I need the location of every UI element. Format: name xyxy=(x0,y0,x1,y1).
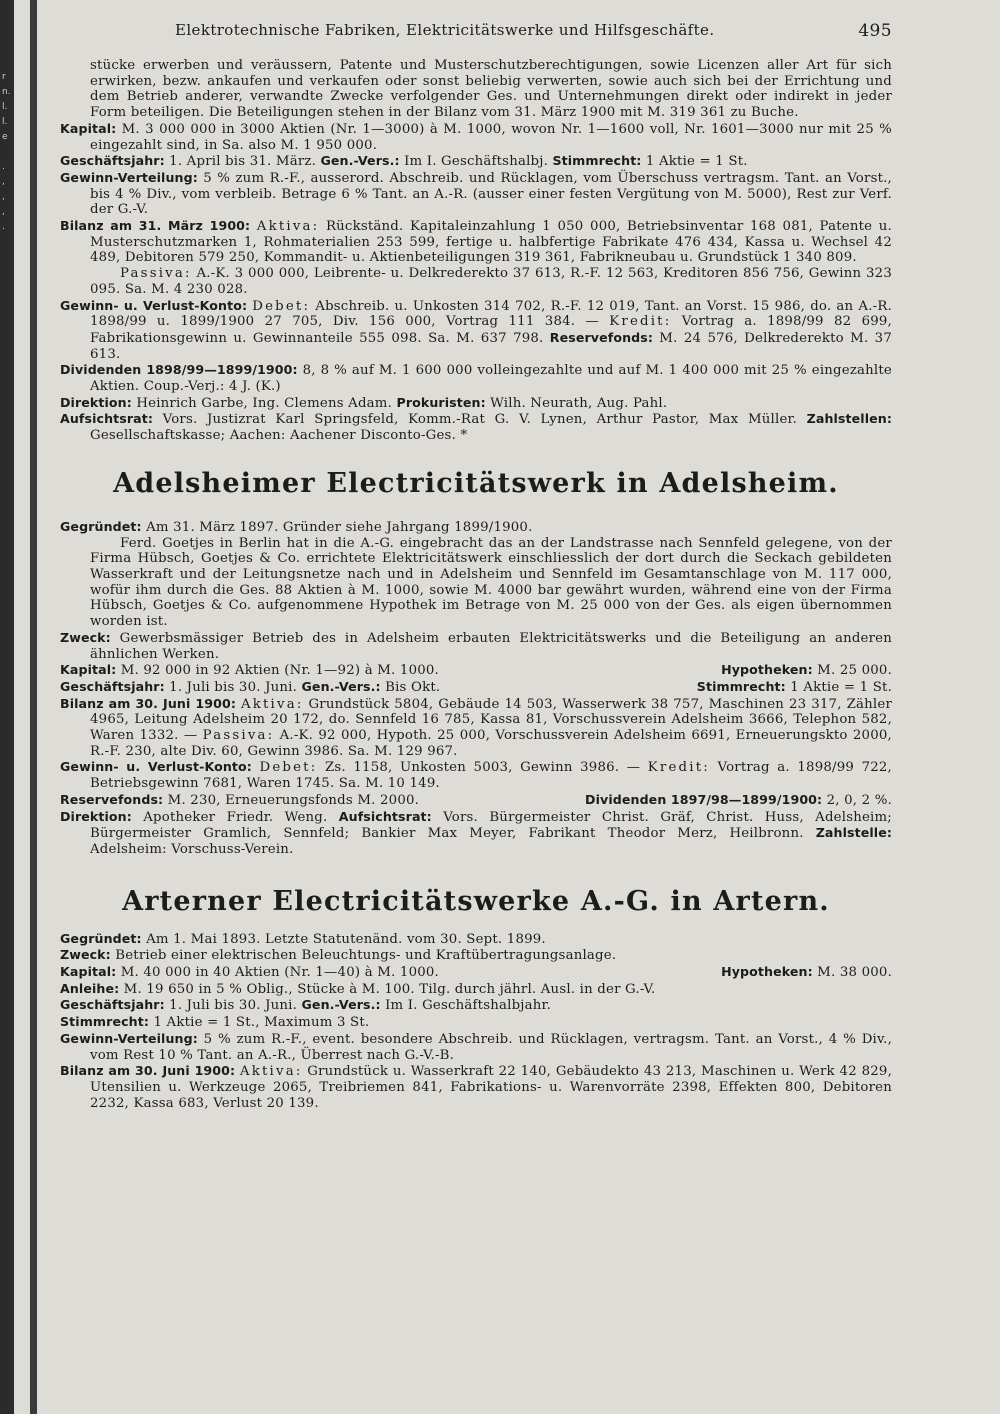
gegruendet-entry: Gegründet: Am 31. März 1897. Gründer siehe Jahrgang 1899/1900. xyxy=(60,518,533,535)
company-title-adelsheim: Adelsheimer Electricitätswerk in Adelsheim. xyxy=(113,467,839,499)
reserve-entry: Reservefonds: M. 230, Erneuerungsfonds M. 2000. Dividenden 1897/98—1899/1900: 2, 0, 2 %. xyxy=(60,791,892,808)
bilanz-entry: Bilanz am 31. März 1900: Aktiva: Rückständ. Kapitaleinzahlung 1 050 000, Betriebsinventar 168 081, Patente u. Musterschutzmarken 1, Rohmaterialien 253 599, fertige u. halbfertige Fabrikate 476 434, Kassa u. Wechsel 42 489, Debitoren 579 250, Kommandit- u. Aktienbeteiligungen 319 361, Fabrikneubau u. Grundstück 1 340 809. xyxy=(60,218,892,266)
kapital-entry: Kapital: M. 40 000 in 40 Aktien (Nr. 1—40) à M. 1000. Hypotheken: M. 38 000. xyxy=(60,964,892,981)
bilanz-entry: Bilanz am 30. Juni 1900: Aktiva: Grundstück 5804, Gebäude 14 503, Wasserwerk 38 757, Maschinen 23 317, Zähler 4965, Leitung Adelsheim 20 172, do. Sennfeld 16 785, Kassa 81, Vorschussverein Adelsheim 3666, Telephon 582, Waren 1332. — Passiva: A.-K. 92 000, Hypoth. 25 000, Vorschussverein Adelsheim 6691, Erneuerungskto 2000, R.-F. 230, alte Div. 60, Gewinn 3986. Sa. M. 129 967. xyxy=(60,695,892,759)
gewinn-verteilung-entry: Gewinn-Verteilung: 5 % zum R.-F., event. besondere Abschreib. und Rücklagen, vertragsm. Tant. an Vorst., 4 % Div., vom Rest 10 % Tant. an A.-R., Überrest nach G.-V.-B. xyxy=(60,1030,892,1063)
margin-marks: r n. l. l. e . , , , . xyxy=(2,72,11,232)
history-paragraph: Ferd. Goetjes in Berlin hat in die A.-G. eingebracht das an der Landstrasse nach Sennfeld gelegene, von der Firma Hübsch, Goetjes & Co. errichtete Elektricitätswerk einschliesslich der dort durch die Seckach gebildeten Wasserkraft und der Leitungsnetze nach und in Adelsheim und Sennfeld im Gesamtanschlage von M. 117 000, wofür ihm durch die Ges. 88 Aktien à M. 1000, sowie M. 4000 bar gewährt wurden, während eine von der Firma Hübsch, Goetjes & Co. aufgenommene Hypothek im Betrage von M. 25 000 von der Ges. als eigen übernommen worden ist. xyxy=(90,535,892,630)
section-continued-entry xyxy=(60,58,892,444)
company-entry-artern xyxy=(60,931,892,1112)
dividenden-entry: Dividenden 1898/99—1899/1900: 8, 8 % auf M. 1 600 000 volleingezahlte und auf M. 1 400 000 mit 25 % eingezahlte Aktien. Coup.-Verj.: 4 J. (K.) xyxy=(60,362,892,395)
geschaeftsjahr-entry: Geschäftsjahr: 1. Juli bis 30. Juni. Gen.-Vers.: Bis Okt. Stimmrecht: 1 Aktie = 1 St. xyxy=(60,678,892,695)
guv-entry: Gewinn- u. Verlust-Konto: Debet: Zs. 1158, Unkosten 5003, Gewinn 3986. — Kredit: Vortrag a. 1898/99 722, Betriebsgewinn 7681, Waren 1745. Sa. M. 10 149. xyxy=(60,759,892,792)
anleihe-entry: Anleihe: M. 19 650 in 5 % Oblig., Stücke à M. 100. Tilg. durch jährl. Ausl. in der G.-V. xyxy=(60,980,656,997)
intro-paragraph: stücke erwerben und veräussern, Patente und Musterschutzberechtigungen, sowie Licenzen aller Art für sich erwirken, bezw. ankaufen und verkaufen oder sonst beliebig verwerten, sowie auch sich bei der Errichtung und dem Betrieb anderer, verwandte Zwecke verfolgender Ges. und Unternehmungen direkt oder indirekt in jeder Form beteiligen. Die Beteiligungen stehen in der Bilanz vom 31. März 1900 mit M. 319 361 zu Buche. xyxy=(90,58,892,121)
geschaeftsjahr-entry: Geschäftsjahr: 1. April bis 31. März. Gen.-Vers.: Im I. Geschäftshalbj. Stimmrecht: 1 Aktie = 1 St. xyxy=(60,153,748,170)
running-title: Elektrotechnische Fabriken, Elektricitätswerke und Hilfsgeschäfte. xyxy=(175,21,715,39)
kapital-entry: Kapital: M. 3 000 000 in 3000 Aktien (Nr. 1—3000) à M. 1000, wovon Nr. 1—1600 voll, Nr. 1601—3000 nur mit 25 % eingezahlt sind, in Sa. also M. 1 950 000. xyxy=(60,120,892,153)
page-number: 495 xyxy=(858,21,892,41)
page-header xyxy=(60,14,892,58)
company-title-artern: Arterner Electricitätswerke A.-G. in Artern. xyxy=(122,885,830,917)
gewinn-verteilung-entry: Gewinn-Verteilung: 5 % zum R.-F., ausserord. Abschreib. und Rücklagen, vom Überschuss vertragsm. Tant. an Vorst., bis 4 % Div., vom verbleib. Betrage 6 % Tant. an A.-R. (ausser einer festen Vergütung von M. 5000), Rest zur Verf. der G.-V. xyxy=(60,169,892,218)
bilanz-entry: Bilanz am 30. Juni 1900: Aktiva: Grundstück u. Wasserkraft 22 140, Gebäudekto 43 213, Maschinen u. Werk 42 829, Utensilien u. Werkzeuge 2065, Treibriemen 841, Fabrikations- u. Warenvorräte 2398, Effekten 800, Debitoren 2232, Kassa 683, Verlust 20 139. xyxy=(60,1063,893,1111)
zweck-entry: Zweck: Gewerbsmässiger Betrieb des in Adelsheim erbauten Elektricitätswerks und die Beteiligung an anderen ähnlichen Werken. xyxy=(60,629,892,662)
geschaeftsjahr-entry: Geschäftsjahr: 1. Juli bis 30. Juni. Gen.-Vers.: Im I. Geschäftshalbjahr. xyxy=(60,997,552,1014)
aufsichtsrat-entry: Aufsichtsrat: Vors. Justizrat Karl Springsfeld, Komm.-Rat G. V. Lynen, Arthur Pastor, Max Müller. Zahlstellen: Gesellschaftskasse; Aachen: Aachener Disconto-Ges. * xyxy=(60,411,892,444)
gegruendet-entry: Gegründet: Am 1. Mai 1893. Letzte Statutenänd. vom 30. Sept. 1899. xyxy=(60,930,546,947)
guv-entry: Gewinn- u. Verlust-Konto: Debet: Abschreib. u. Unkosten 314 702, R.-F. 12 019, Tant. an Vorst. 15 986, do. an A.-R. 1898/99 u. 1899/1900 27 705, Div. 156 000, Vortrag 111 384. — Kredit: Vortrag a. 1898/99 82 699, Fabrikationsgewinn u. Gewinnanteile 555 098. Sa. M. 637 798. Reservefonds: M. 24 576, Delkrederekto M. 37 613. xyxy=(60,297,893,362)
company-entry-adelsheim xyxy=(60,519,892,858)
stimmrecht-entry: Stimmrecht: 1 Aktie = 1 St., Maximum 3 St. xyxy=(60,1014,370,1031)
zweck-entry: Zweck: Betrieb einer elektrischen Beleuchtungs- und Kraftübertragungsanlage. xyxy=(60,947,617,964)
direktion-entry: Direktion: Apotheker Friedr. Weng. Aufsichtsrat: Vors. Bürgermeister Christ. Gräf, Christ. Huss, Adelsheim; Bürgermeister Gramlich, Sennfeld; Bankier Max Meyer, Fabrikant Theodor Merz, Heilbronn. Zahlstelle: Adelsheim: Vorschuss-Verein. xyxy=(60,808,892,857)
passiva-entry: Passiva: A.-K. 3 000 000, Leibrente- u. Delkrederekto 37 613, R.-F. 12 563, Kreditoren 856 756, Gewinn 323 095. Sa. M. 4 230 028. xyxy=(90,266,892,297)
document-page xyxy=(60,14,892,1404)
direktion-entry: Direktion: Heinrich Garbe, Ing. Clemens Adam. Prokuristen: Wilh. Neurath, Aug. Pahl. xyxy=(60,394,668,411)
book-spine-shadow xyxy=(30,0,37,1414)
kapital-entry: Kapital: M. 92 000 in 92 Aktien (Nr. 1—92) à M. 1000. Hypotheken: M. 25 000. xyxy=(60,662,892,679)
